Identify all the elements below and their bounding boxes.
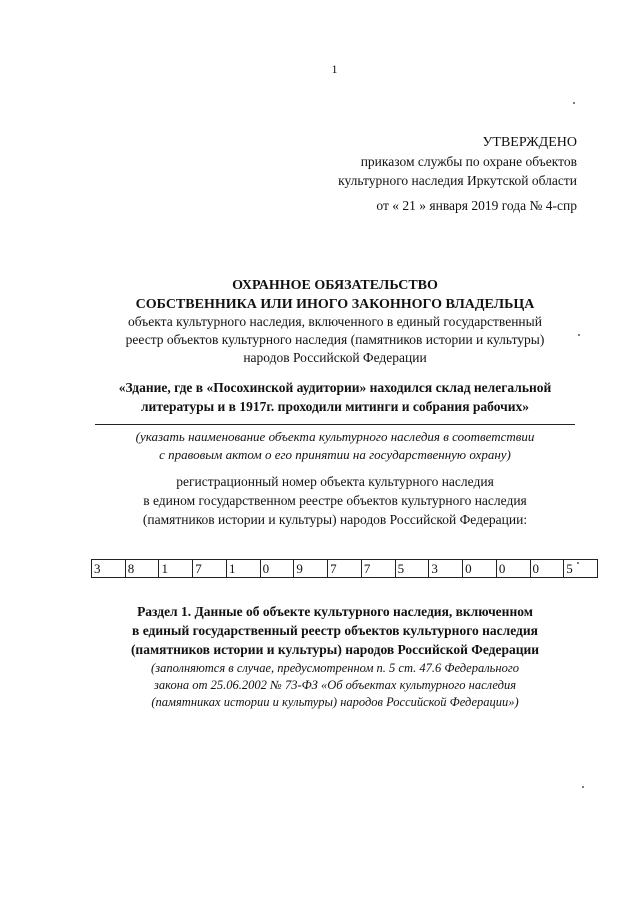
hint-line-2: с правовым актом о его принятии на государственную охрану): [159, 447, 511, 462]
registration-digit: 8: [126, 560, 160, 577]
registration-digit: 7: [328, 560, 362, 577]
subtitle-line-2: реестр объектов культурного наследия (памятников истории и культуры): [125, 332, 545, 347]
registration-line-2: в едином государственном реестре объектов культурного наследия: [143, 493, 527, 508]
registration-digit: 5: [396, 560, 430, 577]
approval-date: от « 21 » января 2019 года № 4-спр: [376, 198, 577, 213]
page-number: 1: [331, 62, 338, 76]
registration-digit: 1: [159, 560, 193, 577]
registration-digit: 3: [92, 560, 126, 577]
subtitle-line-1: объекта культурного наследия, включенного в единый государственный: [128, 314, 542, 329]
scan-speck: [582, 786, 584, 788]
note-line-1: (заполняются в случае, предусмотренном п. 5 ст. 47.6 Федерального: [151, 661, 519, 675]
registration-caption: [60, 472, 610, 529]
registration-digit: 7: [193, 560, 227, 577]
approval-line-2: культурного наследия Иркутской области: [338, 173, 577, 188]
scan-speck: [577, 562, 579, 564]
object-name: [60, 378, 610, 416]
subtitle-line-3: народов Российской Федерации: [243, 350, 427, 365]
object-name-hint: [60, 428, 610, 464]
hint-line-1: (указать наименование объекта культурного наследия в соответствии: [135, 429, 535, 444]
note-line-3: (памятниках истории и культуры) народов Российской Федерации»): [151, 695, 519, 709]
registration-digit: 1: [227, 560, 261, 577]
note-line-2: закона от 25.06.2002 № 73-ФЗ «Об объектах культурного наследия: [153, 678, 517, 692]
object-name-line-1: «Здание, где в «Посохинской аудитории» находился склад нелегальной: [118, 380, 552, 395]
scan-speck: [573, 102, 575, 104]
section-1-line-3: (памятников истории и культуры) народов Российской Федерации: [130, 642, 540, 657]
registration-digit: 3: [429, 560, 463, 577]
registration-digit: 0: [497, 560, 531, 577]
registration-line-3: (памятников истории и культуры) народов Российской Федерации:: [142, 512, 528, 527]
document-subtitle: [60, 313, 610, 367]
section-1-line-2: в единый государственный реестр объектов культурного наследия: [132, 623, 538, 638]
registration-digit: 5: [566, 561, 573, 576]
document-title: [60, 276, 610, 314]
registration-number-grid: [91, 559, 598, 578]
registration-digit: 7: [362, 560, 396, 577]
section-1-note: [60, 660, 610, 711]
registration-digit: 0: [531, 560, 565, 577]
registration-digit: 9: [294, 560, 328, 577]
scan-speck: [578, 334, 580, 336]
registration-digit: 0: [261, 560, 295, 577]
underline-rule: [95, 424, 575, 425]
title-line-1: ОХРАННОЕ ОБЯЗАТЕЛЬСТВО: [232, 278, 438, 293]
section-1-line-1: Раздел 1. Данные об объекте культурного наследия, включенном: [137, 604, 533, 619]
title-line-2: СОБСТВЕННИКА ИЛИ ИНОГО ЗАКОННОГО ВЛАДЕЛЬЦА: [135, 297, 535, 312]
approval-line-1: приказом службы по охране объектов: [360, 154, 577, 169]
section-1-heading: [60, 602, 610, 659]
object-name-line-2: литературы и в 1917г. проходили митинги и собрания рабочих»: [140, 399, 530, 414]
registration-line-1: регистрационный номер объекта культурного наследия: [176, 474, 494, 489]
approval-stamp: [338, 133, 577, 215]
approval-heading: УТВЕРЖДЕНО: [482, 135, 577, 150]
registration-digit: 0: [463, 560, 497, 577]
